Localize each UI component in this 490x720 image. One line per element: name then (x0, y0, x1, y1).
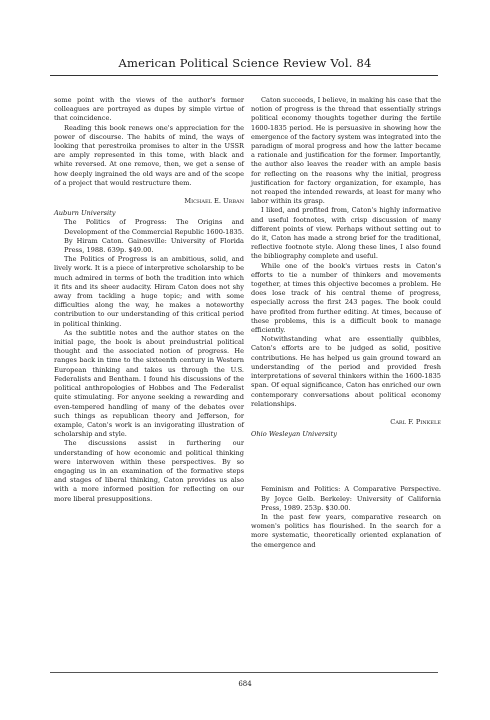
right-paragraph-2: I liked, and profited from, Caton's highly informative and useful footnotes, with crisp discussion of many different points of view. Perhaps without setting out to do it, Caton has made a strong brief for the traditional, reflective footnote style. Along these lines, I also found the bibliography complete and useful. (251, 206, 441, 261)
left-paragraph-4: As the subtitle notes and the author states on the initial page, the book is about preindustrial political thought and the associated notion of progress. He ranges back in time to the sixteenth century in Western European thinking and takes us through the U.S. Federalists and Bentham. I found his discussions of the political anthropologies of Hobbes and The Federalist quite stimulating. For anyone seeking a rewarding and even-tempered handling of many of the debates over such things as republican theory and Jefferson, for example, Caton's work is an invigorating illustration of scholarship and style. (54, 328, 244, 439)
left-paragraph-1: some point with the views of the author's former colleagues are portrayed as dupes by simple virtue of that coincidence. (54, 96, 244, 123)
footer-rule (50, 672, 438, 673)
right-paragraph-5: In the past few years, comparative research on women's politics has flourished. In the search for a more systematic, theoretically oriented explanation of the emergence and (251, 512, 441, 549)
left-paragraph-3: The Politics of Progress is an ambitious, solid, and lively work. It is a piece of interpretive scholarship to be much admired in terms of both the tradition into which it fits and its sheer audacity. Hiram Caton does not shy away from tackling a huge topic; and with some difficulties along the way, he makes a noteworthy contribution to our understanding of this critical period in political thinking. (54, 255, 244, 328)
reviewer-signature: Carl F. Pinkele (390, 417, 441, 426)
book-review-title: Feminism and Politics: A Comparative Perspective. By Joyce Gelb. Berkeley: University of California Press, 1989. 253p. $30.00. (261, 485, 441, 512)
right-paragraph-3: While one of the book's virtues rests in Caton's efforts to tie a number of thinkers and movements together, at times this objective becomes a problem. He does lose track of his central theme of progress, especially across the first 243 pages. The book could have profited from further editing. At times, because of these problems, this is a difficult book to manage efficiently. (251, 261, 441, 335)
page-number: 684 (238, 680, 252, 688)
reviewer-signature: Michael E. Urban (184, 197, 244, 206)
running-header: American Political Science Review Vol. 84 (118, 56, 372, 70)
reviewer-affiliation: Ohio Wesleyan University (251, 430, 337, 439)
reviewer-affiliation: Auburn University (54, 209, 116, 218)
right-column (251, 96, 441, 550)
right-paragraph-4: Notwithstanding what are essentially quibbles, Caton's efforts are to be judged as solid, positive contributions. He has helped us gain ground toward an understanding of the period and provided fresh interpretations of several thinkers within the 1600-1835 span. Of equal significance, Caton has enriched our own contemporary conversations about political economy relationships. (251, 335, 441, 408)
book-review-title: The Politics of Progress: The Origins and Development of the Commercial Republic 1600-1835. By Hiram Caton. Gainesville: University of Florida Press, 1988. 639p. $49.00. (64, 218, 244, 255)
header-rule (50, 75, 438, 76)
left-column (54, 96, 244, 504)
right-paragraph-1: Caton succeeds, I believe, in making his case that the notion of progress is the thread that essentially strings political economy thoughts together during the fertile 1600-1835 period. He is persuasive in showing how the emergence of the factory system was integrated into the paradigm of moral progress and how the latter became a rationale and justification for the former. Importantly, the author also leaves the reader with an ample basis for reflecting on the reasons why the initial, progress justification for factory organization, for example, has not reaped the intended rewards, at least for many who labor within its grasp. (251, 96, 441, 206)
left-paragraph-2: Reading this book renews one's appreciation for the power of discourse. The habits of mind, the ways of looking that perestroika promises to alter in the USSR are amply represented in this tome, with black and white reversed. At one remove, then, we get a sense of how deeply ingrained the old ways are and of the scope of a project that would restructure them. (54, 123, 244, 187)
left-paragraph-5: The discussions assist in furthering our understanding of how economic and political thinking were interwoven within these perspectives. By so engaging us in an examination of the formative steps and stages of liberal thinking, Caton provides us also with a more informed position for reflecting on our more liberal presuppositions. (54, 439, 244, 503)
